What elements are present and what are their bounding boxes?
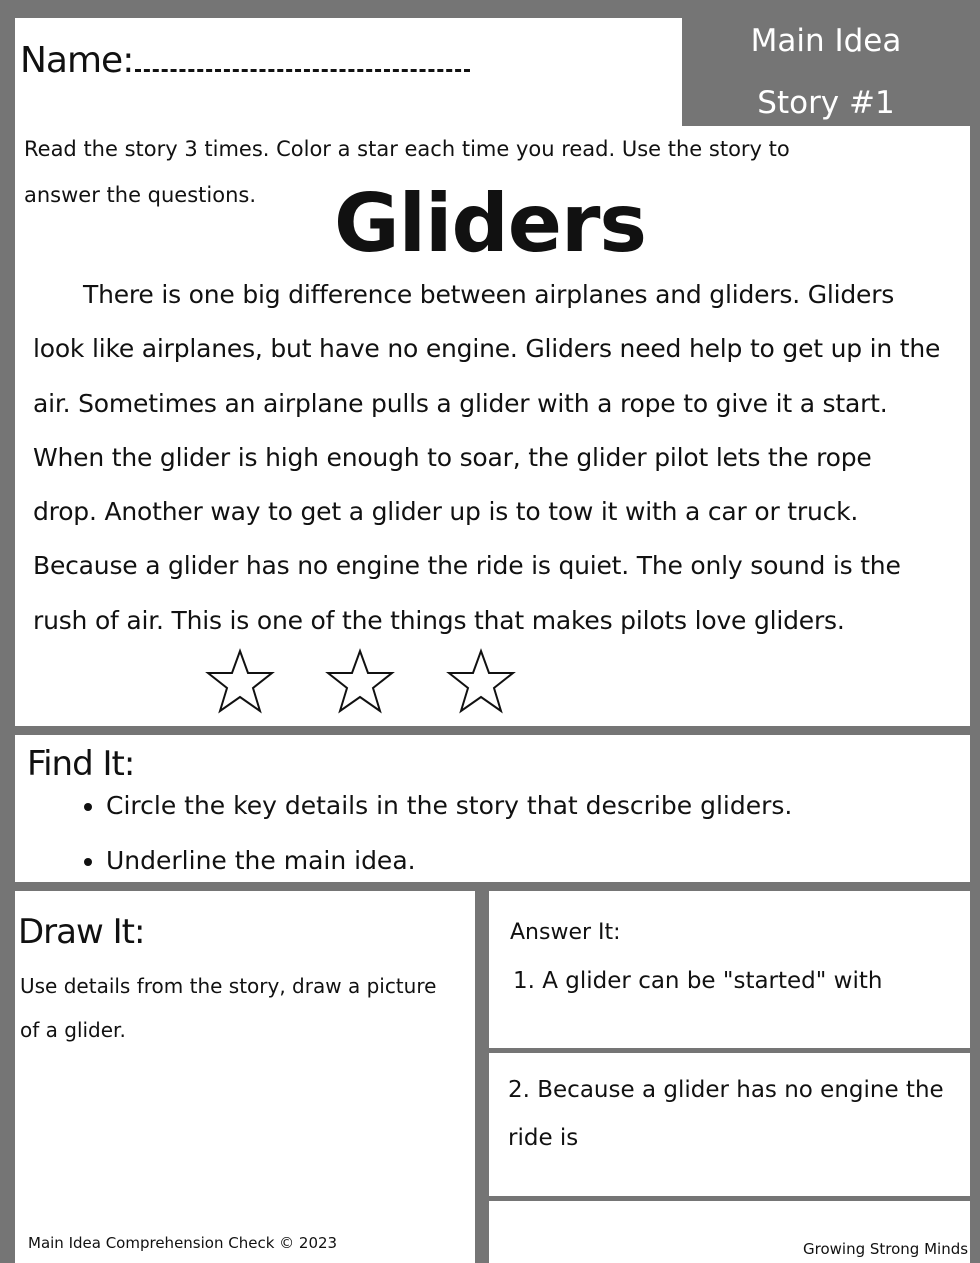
find-it-heading: Find It:: [27, 744, 135, 784]
footer-brand: Growing Strong Minds: [803, 1240, 969, 1258]
find-it-list: [78, 778, 792, 888]
question-1: 1. A glider can be "started" with: [513, 968, 883, 994]
star-outline-icon[interactable]: [446, 648, 516, 714]
name-blank-line[interactable]: [135, 43, 470, 72]
name-label: Name:: [20, 40, 134, 81]
list-item: • Circle the key details in the story that describe gliders.: [106, 778, 792, 833]
answer-divider: [489, 1048, 970, 1053]
instructions: Read the story 3 times. Color a star each time you read. Use the story to answer the questions.: [24, 137, 790, 207]
list-item: • Underline the main idea.: [106, 833, 792, 888]
question-2: 2. Because a glider has no engine the ride is: [508, 1077, 944, 1151]
title-line-1: Main Idea: [750, 23, 902, 59]
story-text: There is one big difference between airplanes and gliders. Gliders look like airplanes, but have no engine. Gliders need help to get up in the air. Sometimes an airplane pulls a glider with a rope to give it a start. When the glider is high enough to soar, the glider pilot lets the rope drop. Another way to get a glider up is to tow it with a car or truck. Because a glider has no engine the ride is quiet. The only sound is the rush of air. This is one of the things that makes pilots love gliders.: [33, 280, 941, 635]
draw-it-heading: Draw It:: [18, 912, 145, 952]
answer-it-heading: Answer It:: [510, 920, 621, 945]
story-title: Gliders: [333, 177, 647, 270]
star-outline-icon[interactable]: [205, 648, 275, 714]
draw-it-instructions: Use details from the story, draw a picture of a glider.: [20, 974, 437, 1042]
footer-copyright: Main Idea Comprehension Check © 2023: [28, 1234, 338, 1252]
title-box: [682, 18, 970, 126]
answer-divider: [489, 1196, 970, 1201]
title-line-2: Story #1: [757, 85, 895, 121]
name-field[interactable]: [20, 40, 470, 81]
star-outline-icon[interactable]: [325, 648, 395, 714]
